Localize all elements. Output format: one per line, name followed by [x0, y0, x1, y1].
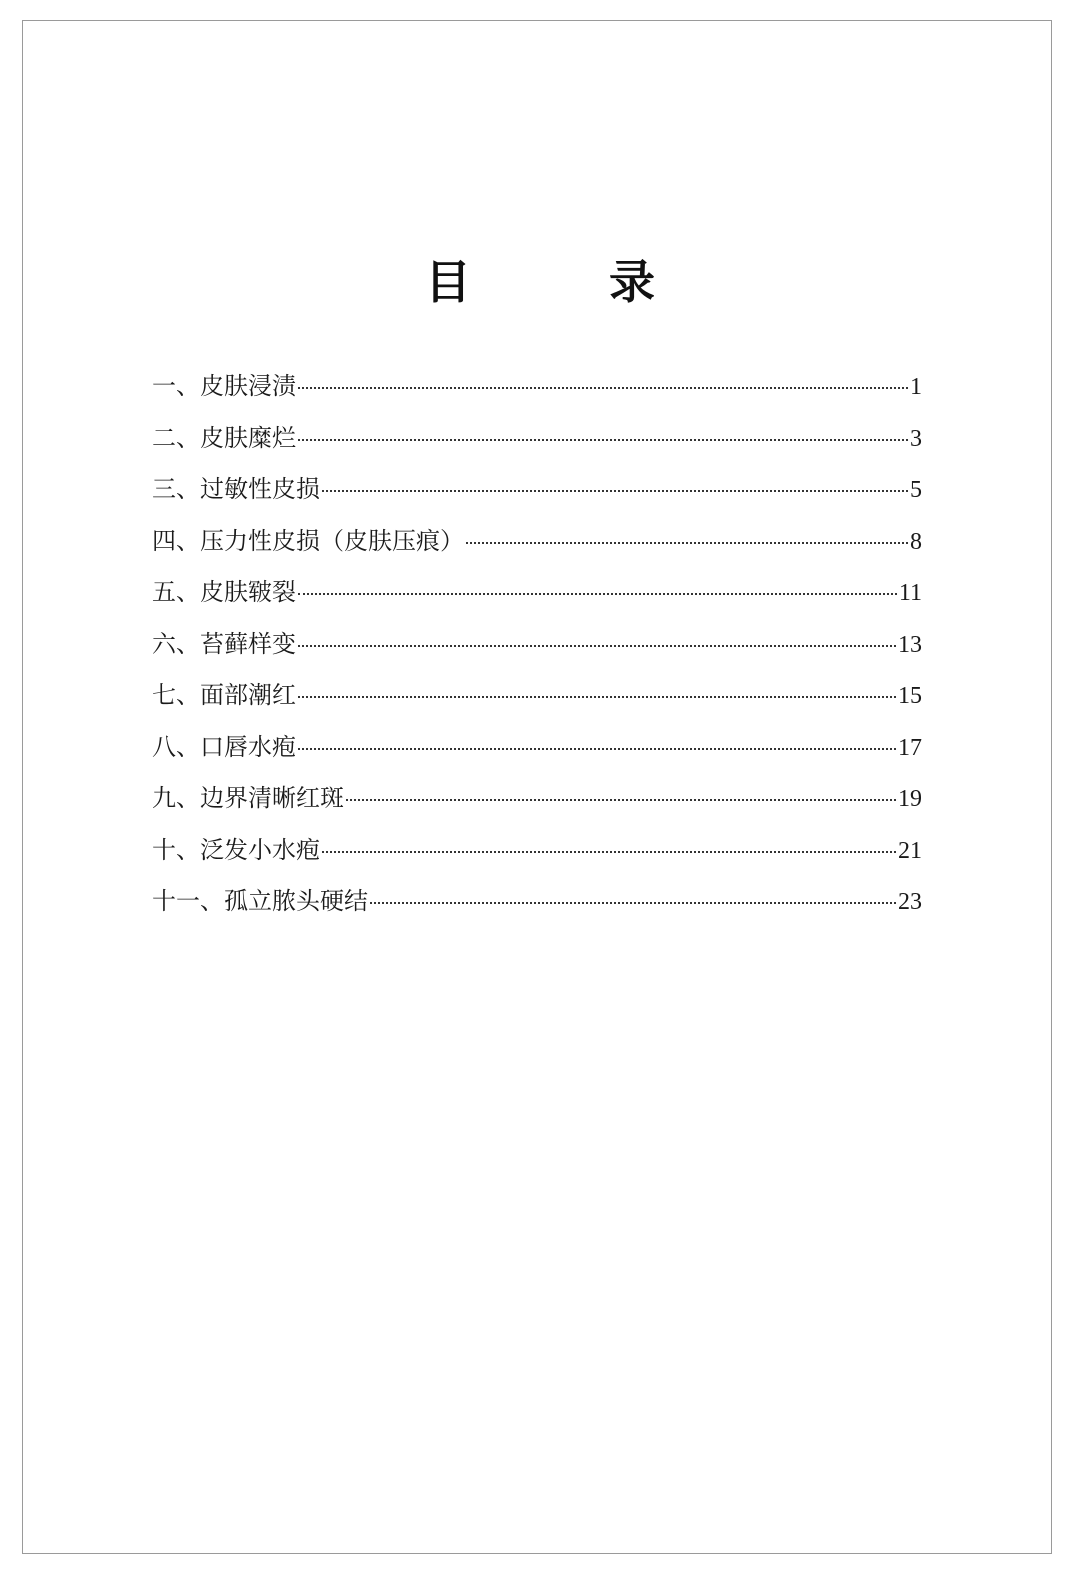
toc-entry-page: 5: [910, 477, 922, 503]
toc-entry-page: 15: [898, 683, 922, 709]
toc-entry-page: 19: [898, 786, 922, 812]
toc-entry[interactable]: [152, 364, 922, 416]
dot-leader: [298, 696, 896, 698]
toc-entry-page: 3: [910, 425, 922, 452]
toc-entry-label: 四、压力性皮损（皮肤压痕）: [152, 526, 464, 555]
toc-entry-page: 8: [910, 528, 922, 555]
dot-leader: [298, 593, 897, 595]
toc-entry-label: 九、边界清晰红斑: [152, 784, 344, 812]
toc-entry-label: 三、过敏性皮损: [152, 475, 320, 503]
dot-leader: [346, 799, 896, 801]
dot-leader: [298, 387, 908, 389]
toc-entry[interactable]: [152, 673, 922, 725]
toc-entry[interactable]: [152, 467, 922, 519]
toc-entry-label: 十一、孤立脓头硬结: [152, 887, 368, 915]
dot-leader: [322, 490, 908, 492]
toc-entry[interactable]: [152, 622, 922, 674]
toc-entry-page: 1: [910, 374, 922, 400]
toc-entry[interactable]: [152, 879, 922, 931]
table-of-contents: [152, 364, 922, 931]
toc-entry-label: 五、皮肤皲裂: [152, 578, 296, 606]
dot-leader: [298, 645, 896, 647]
dot-leader: [370, 902, 896, 904]
toc-entry[interactable]: [152, 828, 922, 880]
toc-entry[interactable]: [152, 519, 922, 571]
toc-entry-page: 21: [898, 837, 922, 864]
toc-title: 目 录: [425, 254, 701, 309]
dot-leader: [298, 439, 908, 441]
toc-entry[interactable]: [152, 416, 922, 468]
toc-entry-label: 十、泛发小水疱: [152, 835, 320, 864]
toc-entry-page: 23: [898, 889, 922, 915]
toc-entry-label: 六、苔藓样变: [152, 629, 296, 658]
dot-leader: [466, 542, 908, 544]
toc-entry-page: 17: [898, 734, 922, 761]
toc-entry[interactable]: [152, 776, 922, 828]
toc-entry-label: 七、面部潮红: [152, 681, 296, 709]
toc-entry-page: 11: [898, 580, 922, 606]
toc-entry-label: 一、皮肤浸渍: [152, 372, 296, 400]
toc-entry-label: 二、皮肤糜烂: [152, 423, 296, 452]
toc-entry-label: 八、口唇水疱: [152, 732, 296, 761]
dot-leader: [322, 851, 896, 853]
toc-entry-page: 13: [898, 631, 922, 658]
dot-leader: [298, 748, 896, 750]
toc-entry[interactable]: [152, 570, 922, 622]
toc-entry[interactable]: [152, 725, 922, 777]
